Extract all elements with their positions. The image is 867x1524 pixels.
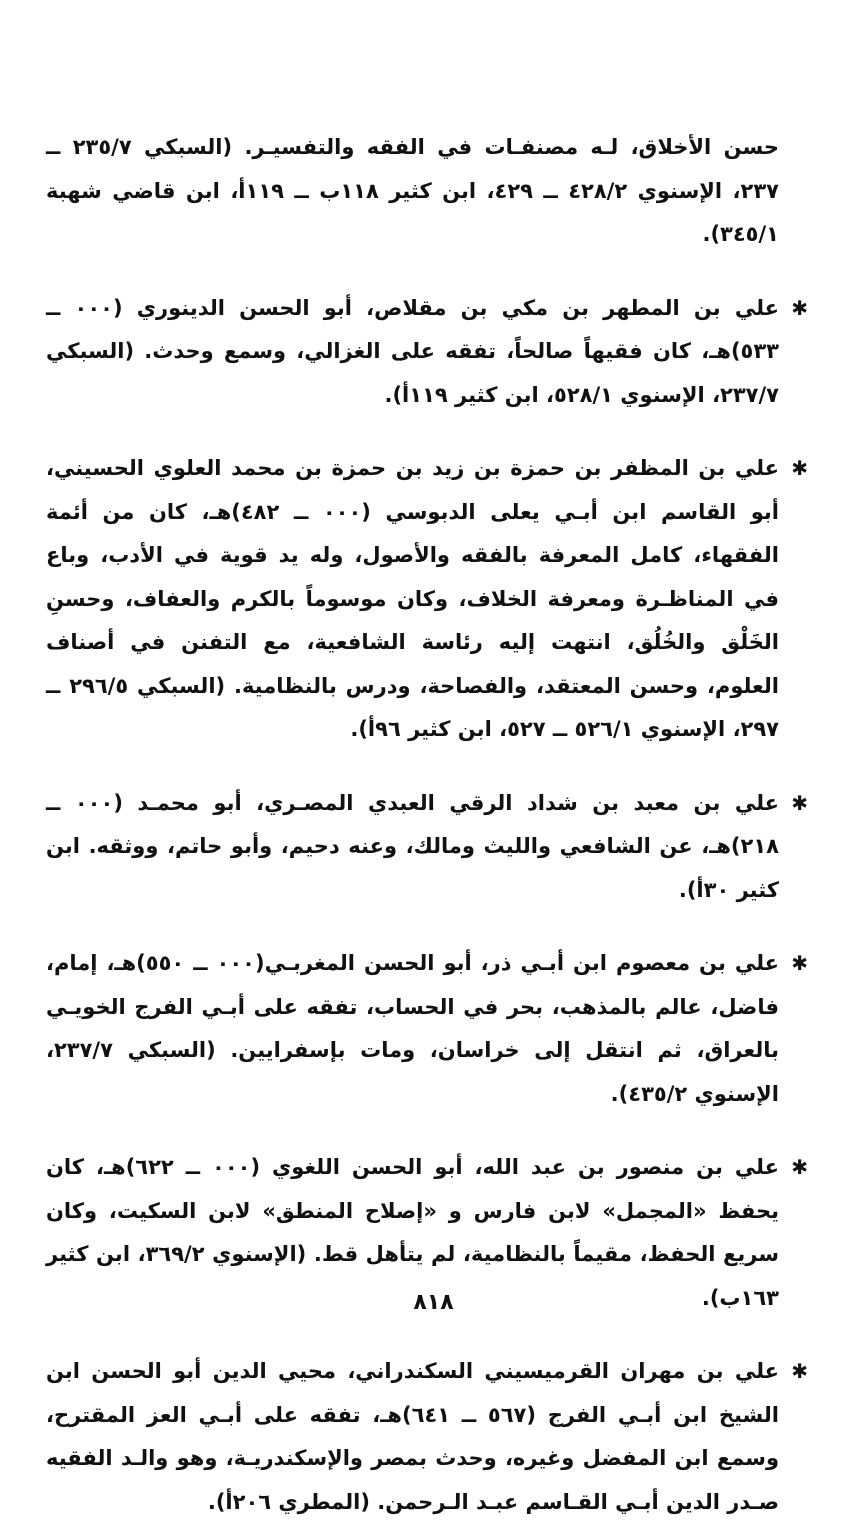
biography-entry (46, 287, 807, 418)
asterisk-icon: ✱ (791, 1155, 808, 1179)
entry-text: علي بن المظفر بن حمزة بن زيد بن حمزة بن محمد العلوي الحسيني، أبو القاسم ابن أبـي يعلى الدبوسي (٠٠٠ ــ ٤٨٢)هـ، كان من أئمة الفقهاء، كامل المعرفة بالفقه والأصول، وله يد قوية في الأدب، وباع في المناظـرة ومعرفة الخلاف، وكان موسوماً بالكرم والعفاف، وحسنِ الخَلْق والخُلُق، انتهت إليه رئاسة الشافعية، مع التفنن في أصناف العلوم، وحسن المعتقد، والفصاحة، ودرس بالنظامية. (السبكي ٢٩٦/٥ ــ ٢٩٧، الإسنوي ٥٢٦/١ ــ ٥٢٧، ابن كثير ٩٦أ). (46, 456, 779, 741)
entry-text: علي بن معبد بن شداد الرقي العبدي المصـري، أبو محمـد (٠٠٠ ــ ٢١٨)هـ، عن الشافعي والليث ومالك، وعنه دحيم، وأبو حاتم، ووثقه. ابن كثير ٣٠أ). (46, 790, 779, 902)
asterisk-icon: ✱ (791, 951, 808, 975)
asterisk-icon: ✱ (791, 790, 808, 815)
biography-entry (46, 447, 807, 752)
entry-text: علي بن مهران القرميسيني السكندراني، محيي الدين أبو الحسن ابن الشيخ ابن أبـي الفرج (٥٦٧ ــ ٦٤١)هـ، تفقه على أبـي العز المقترح، وسمع ابن المفضل وغيره، وحدث بمصر والإسكندريـة، وهو والـد الفقيه صـدر الدين أبـي القـاسم عبـد الـرحمن. (المطري ٢٠٦أ). (46, 1359, 780, 1514)
entry-text: علي بن المطهر بن مكي بن مقلاص، أبو الحسن الدينوري (٠٠٠ ــ ٥٣٣)هـ، كان فقيهاً صالحاً، تفقه على الغزالي، وسمع وحدث. (السبكي ٢٣٧/٧، الإسنوي ٥٢٨/١، ابن كثير ١١٩أ). (46, 295, 779, 407)
asterisk-icon: ✱ (791, 1359, 808, 1383)
entry-text: علي بن معصوم ابن أبـي ذر، أبو الحسن المغربـي(٠٠٠ ــ ٥٥٠)هـ، إمام، فاضل، عالم بالمذهب، بحر في الحساب، تفقه على أبـي الفرج الخويـي بالعراق، ثم انتقل إلى خراسان، ومات بإسفرايين. (السبكي ٢٣٧/٧، الإسنوي ٤٣٥/٢). (46, 951, 779, 1106)
asterisk-icon: ✱ (791, 295, 808, 320)
page-number: ٨١٨ (413, 1290, 454, 1315)
continuation-paragraph: حسن الأخلاق، لـه مصنفـات في الفقه والتفسيـر. (السبكي ٢٣٥/٧ ــ ٢٣٧، الإسنوي ٤٢٨/٢ ــ ٤٢٩، ابن كثير ١١٨ب ــ ١١٩أ، ابن قاضي شهبة ٣٤٥/١). (46, 135, 780, 246)
biography-entry (46, 942, 807, 1116)
asterisk-icon: ✱ (791, 456, 808, 480)
entry-text: علي بن منصور بن عبد الله، أبو الحسن اللغوي (٠٠٠ ــ ٦٢٢)هـ، كان يحفظ «المجمل» لابن فارس و «إصلاح المنطق» لابن السكيت، وكان سريع الحفظ، مقيماً بالنظامية، لم يتأهل قط. (الإسنوي ٣٦٩/٢، ابن كثير ١٦٣ب). (46, 1155, 779, 1310)
biography-entry (46, 1350, 807, 1524)
biography-entry (46, 782, 807, 913)
